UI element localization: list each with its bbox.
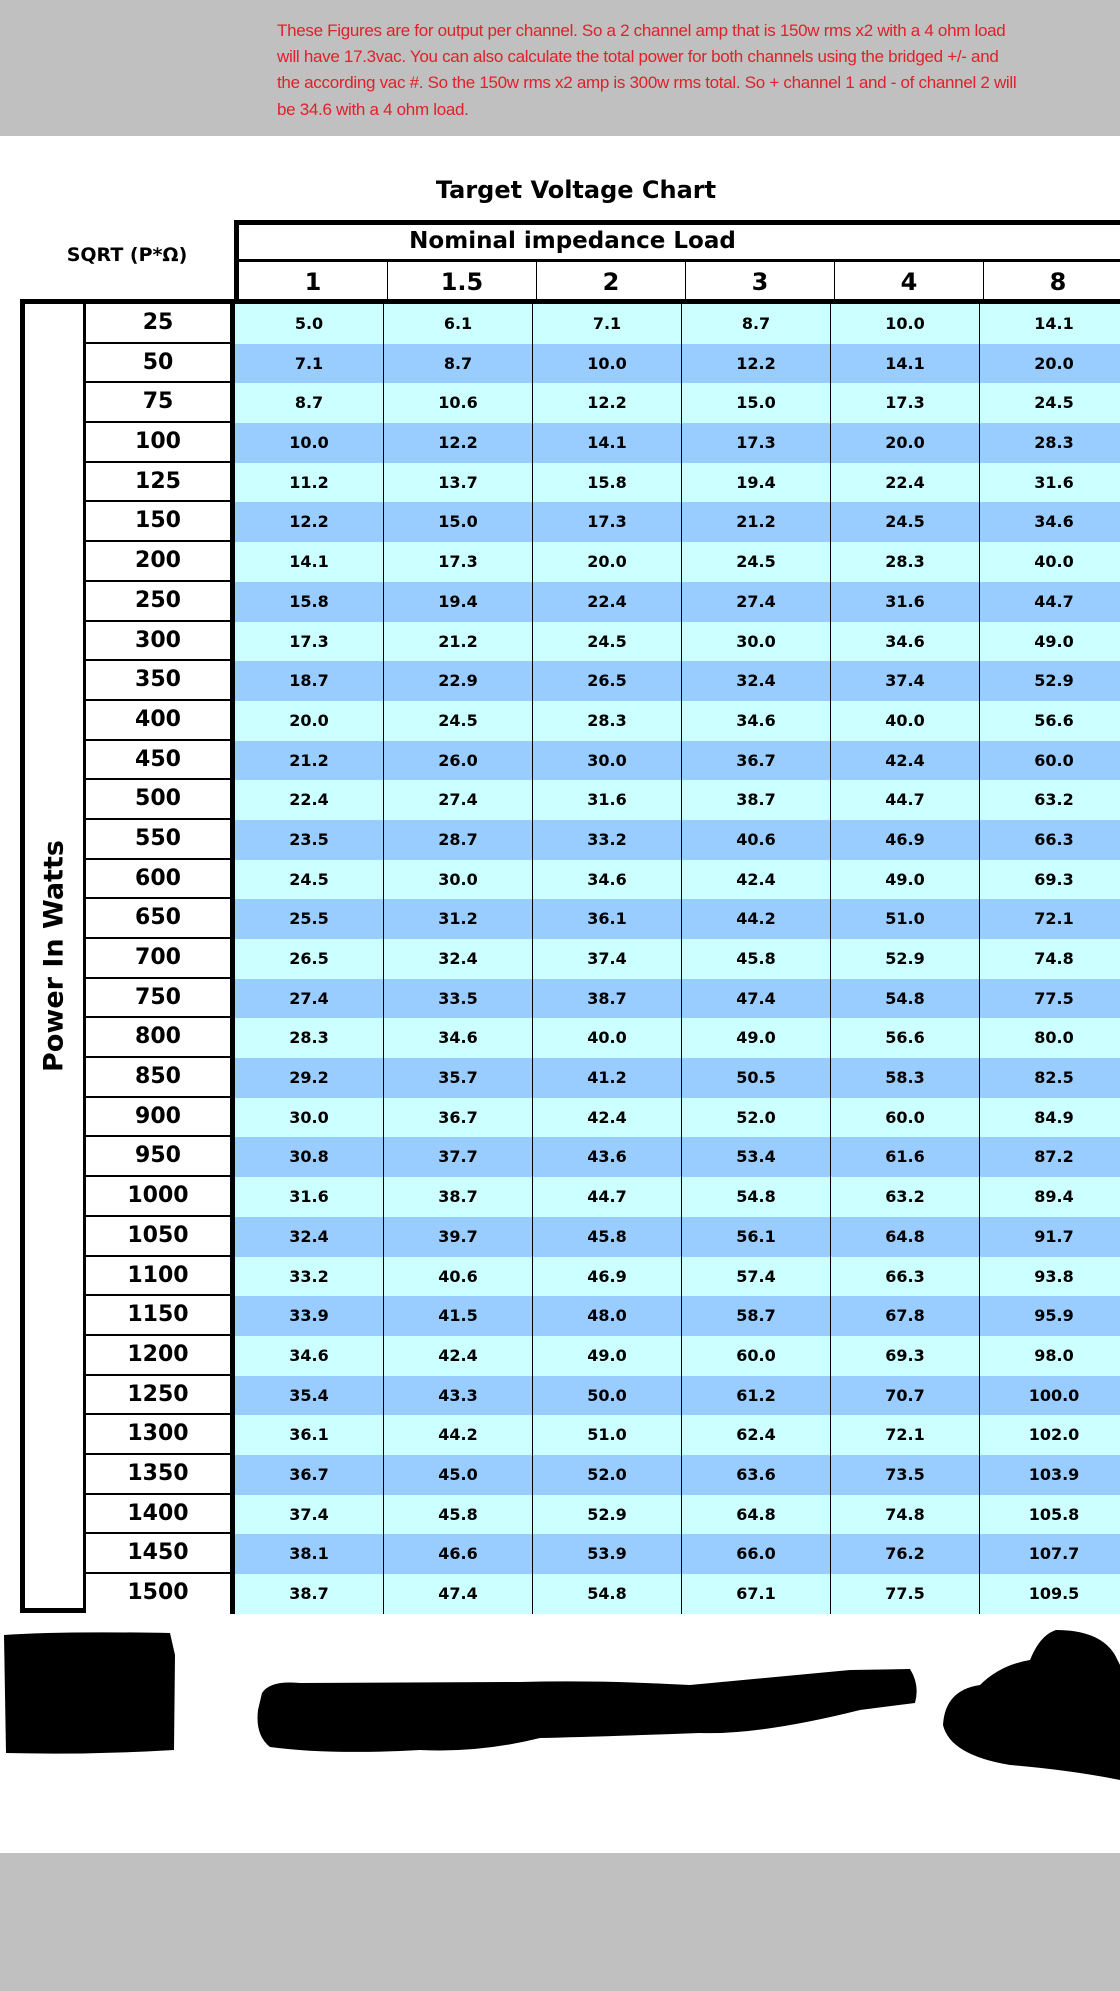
voltage-cell: 109.5 — [980, 1574, 1120, 1614]
voltage-cell: 70.7 — [831, 1376, 980, 1416]
watts-cell: 600 — [86, 860, 235, 900]
voltage-cell: 32.4 — [235, 1217, 384, 1257]
voltage-cell: 41.5 — [384, 1296, 533, 1336]
voltage-cell: 46.9 — [533, 1257, 682, 1297]
watts-cell: 1200 — [86, 1336, 235, 1376]
voltage-cell: 28.3 — [831, 542, 980, 582]
watts-cell: 1400 — [86, 1495, 235, 1535]
voltage-cell: 26.5 — [533, 661, 682, 701]
voltage-cell: 20.0 — [533, 542, 682, 582]
table-row — [86, 1137, 1120, 1177]
voltage-cell: 15.8 — [235, 582, 384, 622]
table-row — [86, 463, 1120, 503]
table-row — [86, 939, 1120, 979]
voltage-cell: 22.4 — [235, 780, 384, 820]
voltage-cell: 20.0 — [980, 344, 1120, 384]
voltage-cell: 21.2 — [682, 502, 831, 542]
voltage-cell: 98.0 — [980, 1336, 1120, 1376]
voltage-cell: 51.0 — [533, 1415, 682, 1455]
voltage-cell: 33.5 — [384, 979, 533, 1019]
voltage-cell: 23.5 — [235, 820, 384, 860]
voltage-cell: 37.4 — [831, 661, 980, 701]
voltage-cell: 66.0 — [682, 1534, 831, 1574]
voltage-cell: 44.2 — [682, 899, 831, 939]
watts-cell: 1050 — [86, 1217, 235, 1257]
table-body — [86, 304, 1120, 1614]
voltage-cell: 63.6 — [682, 1455, 831, 1495]
voltage-cell: 42.4 — [831, 741, 980, 781]
table-row — [86, 701, 1120, 741]
voltage-cell: 48.0 — [533, 1296, 682, 1336]
voltage-cell: 41.2 — [533, 1058, 682, 1098]
watts-cell: 1450 — [86, 1534, 235, 1574]
voltage-cell: 76.2 — [831, 1534, 980, 1574]
voltage-cell: 47.4 — [682, 979, 831, 1019]
voltage-cell: 77.5 — [980, 979, 1120, 1019]
voltage-cell: 74.8 — [980, 939, 1120, 979]
watts-cell: 150 — [86, 502, 235, 542]
voltage-cell: 82.5 — [980, 1058, 1120, 1098]
voltage-cell: 28.3 — [980, 423, 1120, 463]
voltage-cell: 50.0 — [533, 1376, 682, 1416]
voltage-cell: 52.0 — [682, 1098, 831, 1138]
voltage-cell: 42.4 — [384, 1336, 533, 1376]
table-row — [86, 1336, 1120, 1376]
voltage-cell: 20.0 — [831, 423, 980, 463]
row-axis-label-cell — [25, 304, 86, 1608]
voltage-cell: 24.5 — [980, 383, 1120, 423]
voltage-cell: 69.3 — [831, 1336, 980, 1376]
voltage-cell: 12.2 — [235, 502, 384, 542]
watts-cell: 1300 — [86, 1415, 235, 1455]
voltage-cell: 17.3 — [682, 423, 831, 463]
voltage-cell: 28.3 — [235, 1018, 384, 1058]
voltage-cell: 54.8 — [533, 1574, 682, 1614]
voltage-cell: 18.7 — [235, 661, 384, 701]
watts-cell: 1000 — [86, 1177, 235, 1217]
impedance-header-1: 1 — [239, 262, 388, 299]
voltage-cell: 14.1 — [831, 344, 980, 384]
voltage-cell: 74.8 — [831, 1495, 980, 1535]
voltage-cell: 52.9 — [533, 1495, 682, 1535]
voltage-cell: 34.6 — [533, 860, 682, 900]
voltage-cell: 72.1 — [980, 899, 1120, 939]
voltage-cell: 54.8 — [682, 1177, 831, 1217]
voltage-cell: 42.4 — [533, 1098, 682, 1138]
voltage-cell: 46.9 — [831, 820, 980, 860]
voltage-cell: 43.6 — [533, 1137, 682, 1177]
watts-cell: 125 — [86, 463, 235, 503]
voltage-cell: 72.1 — [831, 1415, 980, 1455]
watts-cell: 200 — [86, 542, 235, 582]
voltage-cell: 30.0 — [533, 741, 682, 781]
voltage-cell: 17.3 — [235, 622, 384, 662]
table-row — [86, 1376, 1120, 1416]
voltage-cell: 53.9 — [533, 1534, 682, 1574]
voltage-cell: 29.2 — [235, 1058, 384, 1098]
impedance-header-8: 8 — [984, 262, 1120, 299]
voltage-cell: 58.7 — [682, 1296, 831, 1336]
voltage-cell: 62.4 — [682, 1415, 831, 1455]
watts-cell: 450 — [86, 741, 235, 781]
table-row — [86, 542, 1120, 582]
table-row — [86, 1098, 1120, 1138]
chart-title: Target Voltage Chart — [435, 176, 717, 204]
voltage-cell: 38.7 — [533, 979, 682, 1019]
explanatory-note: These Figures are for output per channel. So a 2 channel amp that is 150w rms x2 with a 4 ohm load will have 17.3vac. You can also calculate the total power for both channels using the bridged +/- and the according vac #. So the 150w rms x2 amp is 300w rms total. So + channel 1 and - of channel 2 will be 34.6 with a 4 ohm load. — [277, 21, 1017, 119]
voltage-cell: 36.7 — [682, 741, 831, 781]
bottom-gray-band — [0, 1853, 1120, 1991]
table-row — [86, 860, 1120, 900]
voltage-cell: 34.6 — [682, 701, 831, 741]
voltage-cell: 36.1 — [235, 1415, 384, 1455]
voltage-cell: 89.4 — [980, 1177, 1120, 1217]
watts-cell: 350 — [86, 661, 235, 701]
voltage-table — [20, 299, 1120, 1613]
voltage-cell: 10.0 — [831, 304, 980, 344]
voltage-cell: 34.6 — [384, 1018, 533, 1058]
voltage-cell: 10.0 — [235, 423, 384, 463]
voltage-cell: 49.0 — [980, 622, 1120, 662]
voltage-cell: 64.8 — [831, 1217, 980, 1257]
voltage-cell: 84.9 — [980, 1098, 1120, 1138]
voltage-cell: 14.1 — [980, 304, 1120, 344]
table-row — [86, 622, 1120, 662]
voltage-cell: 42.4 — [682, 860, 831, 900]
voltage-cell: 21.2 — [235, 741, 384, 781]
voltage-cell: 40.0 — [831, 701, 980, 741]
voltage-cell: 8.7 — [235, 383, 384, 423]
table-row — [86, 1296, 1120, 1336]
voltage-cell: 7.1 — [533, 304, 682, 344]
voltage-cell: 36.7 — [384, 1098, 533, 1138]
table-row — [86, 820, 1120, 860]
voltage-cell: 52.0 — [533, 1455, 682, 1495]
voltage-cell: 22.9 — [384, 661, 533, 701]
voltage-cell: 17.3 — [533, 502, 682, 542]
voltage-cell: 31.6 — [533, 780, 682, 820]
voltage-cell: 105.8 — [980, 1495, 1120, 1535]
voltage-cell: 52.9 — [831, 939, 980, 979]
voltage-cell: 26.0 — [384, 741, 533, 781]
voltage-cell: 43.3 — [384, 1376, 533, 1416]
table-row — [86, 582, 1120, 622]
voltage-cell: 61.6 — [831, 1137, 980, 1177]
voltage-cell: 34.6 — [980, 502, 1120, 542]
table-row — [86, 741, 1120, 781]
table-row — [86, 1495, 1120, 1535]
voltage-cell: 31.6 — [980, 463, 1120, 503]
table-row — [86, 1574, 1120, 1614]
watts-cell: 1250 — [86, 1376, 235, 1416]
voltage-cell: 44.7 — [831, 780, 980, 820]
voltage-cell: 54.8 — [831, 979, 980, 1019]
voltage-cell: 39.7 — [384, 1217, 533, 1257]
table-row — [86, 1455, 1120, 1495]
voltage-cell: 38.1 — [235, 1534, 384, 1574]
voltage-cell: 15.0 — [384, 502, 533, 542]
voltage-cell: 19.4 — [682, 463, 831, 503]
voltage-cell: 24.5 — [384, 701, 533, 741]
voltage-cell: 10.0 — [533, 344, 682, 384]
voltage-cell: 107.7 — [980, 1534, 1120, 1574]
watts-cell: 1150 — [86, 1296, 235, 1336]
watts-cell: 900 — [86, 1098, 235, 1138]
voltage-cell: 31.6 — [831, 582, 980, 622]
voltage-cell: 12.2 — [533, 383, 682, 423]
voltage-cell: 56.6 — [980, 701, 1120, 741]
table-row — [86, 1257, 1120, 1297]
voltage-cell: 46.6 — [384, 1534, 533, 1574]
watts-cell: 800 — [86, 1018, 235, 1058]
redaction-stroke-middle — [258, 1669, 917, 1752]
voltage-cell: 28.3 — [533, 701, 682, 741]
table-row — [86, 1534, 1120, 1574]
voltage-cell: 22.4 — [533, 582, 682, 622]
voltage-cell: 40.0 — [533, 1018, 682, 1058]
voltage-cell: 15.0 — [682, 383, 831, 423]
voltage-cell: 52.9 — [980, 661, 1120, 701]
voltage-cell: 40.6 — [384, 1257, 533, 1297]
table-row — [86, 979, 1120, 1019]
voltage-cell: 103.9 — [980, 1455, 1120, 1495]
voltage-cell: 33.2 — [235, 1257, 384, 1297]
voltage-cell: 44.7 — [533, 1177, 682, 1217]
voltage-cell: 56.6 — [831, 1018, 980, 1058]
voltage-cell: 12.2 — [682, 344, 831, 384]
table-row — [86, 304, 1120, 344]
voltage-cell: 77.5 — [831, 1574, 980, 1614]
watts-cell: 550 — [86, 820, 235, 860]
table-row — [86, 1415, 1120, 1455]
voltage-cell: 38.7 — [682, 780, 831, 820]
voltage-cell: 49.0 — [533, 1336, 682, 1376]
voltage-cell: 8.7 — [682, 304, 831, 344]
watts-cell: 25 — [86, 304, 235, 344]
table-row — [86, 1018, 1120, 1058]
voltage-cell: 102.0 — [980, 1415, 1120, 1455]
voltage-cell: 63.2 — [980, 780, 1120, 820]
watts-cell: 1500 — [86, 1574, 235, 1614]
voltage-cell: 30.0 — [384, 860, 533, 900]
voltage-cell: 34.6 — [235, 1336, 384, 1376]
table-row — [86, 899, 1120, 939]
watts-cell: 300 — [86, 622, 235, 662]
voltage-cell: 67.1 — [682, 1574, 831, 1614]
column-header — [234, 220, 1120, 299]
table-row — [86, 780, 1120, 820]
table-row — [86, 1217, 1120, 1257]
voltage-cell: 28.7 — [384, 820, 533, 860]
voltage-cell: 30.0 — [235, 1098, 384, 1138]
voltage-cell: 17.3 — [384, 542, 533, 582]
voltage-cell: 45.8 — [533, 1217, 682, 1257]
voltage-cell: 24.5 — [682, 542, 831, 582]
voltage-cell: 47.4 — [384, 1574, 533, 1614]
watts-cell: 1100 — [86, 1257, 235, 1297]
voltage-cell: 57.4 — [682, 1257, 831, 1297]
voltage-cell: 32.4 — [384, 939, 533, 979]
redaction-block-left — [4, 1632, 175, 1753]
voltage-cell: 32.4 — [682, 661, 831, 701]
voltage-cell: 14.1 — [235, 542, 384, 582]
voltage-cell: 31.2 — [384, 899, 533, 939]
impedance-header-3: 3 — [686, 262, 835, 299]
voltage-cell: 27.4 — [384, 780, 533, 820]
voltage-cell: 91.7 — [980, 1217, 1120, 1257]
voltage-cell: 44.7 — [980, 582, 1120, 622]
voltage-cell: 27.4 — [682, 582, 831, 622]
voltage-cell: 34.6 — [831, 622, 980, 662]
voltage-cell: 10.6 — [384, 383, 533, 423]
voltage-cell: 8.7 — [384, 344, 533, 384]
voltage-cell: 24.5 — [533, 622, 682, 662]
voltage-cell: 67.8 — [831, 1296, 980, 1336]
voltage-cell: 100.0 — [980, 1376, 1120, 1416]
voltage-cell: 73.5 — [831, 1455, 980, 1495]
voltage-cell: 19.4 — [384, 582, 533, 622]
voltage-cell: 50.5 — [682, 1058, 831, 1098]
table-row — [86, 383, 1120, 423]
voltage-cell: 56.1 — [682, 1217, 831, 1257]
voltage-cell: 33.9 — [235, 1296, 384, 1336]
impedance-header-1.5: 1.5 — [388, 262, 537, 299]
table-row — [86, 661, 1120, 701]
voltage-cell: 95.9 — [980, 1296, 1120, 1336]
table-row — [86, 423, 1120, 463]
voltage-cell: 21.2 — [384, 622, 533, 662]
table-row — [86, 344, 1120, 384]
impedance-header-2: 2 — [537, 262, 686, 299]
voltage-cell: 13.7 — [384, 463, 533, 503]
voltage-cell: 40.0 — [980, 542, 1120, 582]
voltage-cell: 14.1 — [533, 423, 682, 463]
voltage-cell: 33.2 — [533, 820, 682, 860]
watts-cell: 100 — [86, 423, 235, 463]
watts-cell: 950 — [86, 1137, 235, 1177]
voltage-cell: 36.7 — [235, 1455, 384, 1495]
voltage-cell: 51.0 — [831, 899, 980, 939]
voltage-cell: 11.2 — [235, 463, 384, 503]
impedance-header-4: 4 — [835, 262, 984, 299]
voltage-cell: 45.0 — [384, 1455, 533, 1495]
voltage-cell: 80.0 — [980, 1018, 1120, 1058]
watts-cell: 400 — [86, 701, 235, 741]
voltage-cell: 45.8 — [384, 1495, 533, 1535]
voltage-cell: 22.4 — [831, 463, 980, 503]
voltage-cell: 69.3 — [980, 860, 1120, 900]
voltage-cell: 24.5 — [235, 860, 384, 900]
voltage-cell: 35.4 — [235, 1376, 384, 1416]
voltage-cell: 49.0 — [682, 1018, 831, 1058]
voltage-cell: 53.4 — [682, 1137, 831, 1177]
voltage-cell: 35.7 — [384, 1058, 533, 1098]
voltage-cell: 26.5 — [235, 939, 384, 979]
voltage-cell: 44.2 — [384, 1415, 533, 1455]
watts-cell: 1350 — [86, 1455, 235, 1495]
voltage-cell: 58.3 — [831, 1058, 980, 1098]
voltage-cell: 66.3 — [980, 820, 1120, 860]
watts-cell: 250 — [86, 582, 235, 622]
voltage-cell: 60.0 — [682, 1336, 831, 1376]
voltage-cell: 40.6 — [682, 820, 831, 860]
voltage-cell: 37.4 — [235, 1495, 384, 1535]
table-row — [86, 502, 1120, 542]
voltage-cell: 64.8 — [682, 1495, 831, 1535]
voltage-cell: 38.7 — [235, 1574, 384, 1614]
voltage-cell: 36.1 — [533, 899, 682, 939]
voltage-cell: 24.5 — [831, 502, 980, 542]
impedance-headers — [239, 262, 1120, 299]
voltage-cell: 60.0 — [831, 1098, 980, 1138]
voltage-cell: 61.2 — [682, 1376, 831, 1416]
voltage-cell: 49.0 — [831, 860, 980, 900]
watts-cell: 850 — [86, 1058, 235, 1098]
voltage-cell: 7.1 — [235, 344, 384, 384]
watts-cell: 700 — [86, 939, 235, 979]
table-row — [86, 1177, 1120, 1217]
voltage-cell: 45.8 — [682, 939, 831, 979]
column-group-header — [239, 225, 1120, 262]
voltage-cell: 20.0 — [235, 701, 384, 741]
formula-label: SQRT (P*Ω) — [66, 244, 188, 266]
watts-cell: 75 — [86, 383, 235, 423]
voltage-cell: 30.0 — [682, 622, 831, 662]
voltage-cell: 30.8 — [235, 1137, 384, 1177]
row-axis-label: Power In Watts — [38, 840, 70, 1072]
voltage-cell: 25.5 — [235, 899, 384, 939]
watts-cell: 650 — [86, 899, 235, 939]
watts-cell: 50 — [86, 344, 235, 384]
watts-cell: 750 — [86, 979, 235, 1019]
watts-cell: 500 — [86, 780, 235, 820]
voltage-cell: 38.7 — [384, 1177, 533, 1217]
voltage-cell: 12.2 — [384, 423, 533, 463]
voltage-cell: 93.8 — [980, 1257, 1120, 1297]
voltage-cell: 63.2 — [831, 1177, 980, 1217]
voltage-cell: 17.3 — [831, 383, 980, 423]
voltage-cell: 60.0 — [980, 741, 1120, 781]
redaction-blob-right — [943, 1630, 1120, 1780]
column-group-label: Nominal impedance Load — [409, 228, 736, 254]
voltage-cell: 31.6 — [235, 1177, 384, 1217]
voltage-cell: 15.8 — [533, 463, 682, 503]
voltage-cell: 6.1 — [384, 304, 533, 344]
voltage-cell: 27.4 — [235, 979, 384, 1019]
table-row — [86, 1058, 1120, 1098]
voltage-cell: 87.2 — [980, 1137, 1120, 1177]
redaction-marks — [0, 1625, 1120, 1785]
voltage-cell: 37.4 — [533, 939, 682, 979]
voltage-cell: 66.3 — [831, 1257, 980, 1297]
voltage-cell: 5.0 — [235, 304, 384, 344]
voltage-cell: 37.7 — [384, 1137, 533, 1177]
